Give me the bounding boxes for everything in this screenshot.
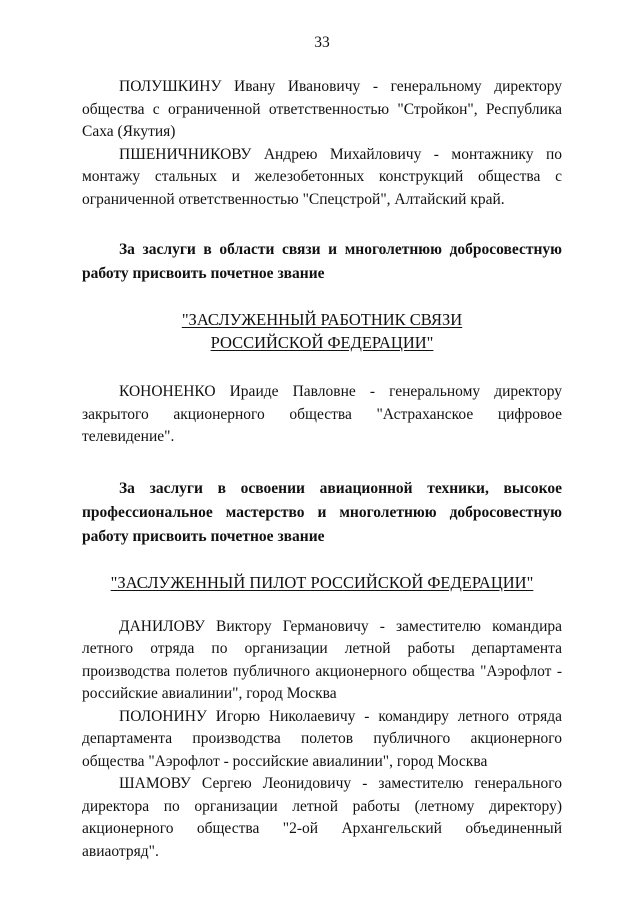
title-communications — [82, 308, 562, 354]
title-pilot — [82, 571, 562, 594]
award-entry-shamov: ШАМОВУ Сергею Леонидовичу - заместителю генерального директора по организации летной работы (летному директору) акционерного общества "2-ой Архангельский объединенный авиаотряд". — [82, 775, 562, 860]
award-entry-pshenichnikov: ПШЕНИЧНИКОВУ Андрею Михайловичу - монтажнику по монтажу стальных и железобетонных конструкций общества с ограниченной ответственностью "Спецстрой", Алтайский край. — [82, 145, 562, 208]
title-pilot-line1: "ЗАСЛУЖЕННЫЙ ПИЛОТ РОССИЙСКОЙ ФЕДЕРАЦИИ" — [110, 572, 534, 592]
award-entry-danilov: ДАНИЛОВУ Виктору Германовичу - заместителю командира летного отряда по организации летной работы департамента производства полетов публичного акционерного общества "Аэрофлот - российские авиалинии", город Москва — [82, 617, 562, 702]
award-entry-polushkin: ПОЛУШКИНУ Ивану Ивановичу - генеральному директору общества с ограниченной ответственностью "Стройкон", Республика Саха (Якутия) — [82, 78, 562, 140]
document-page — [82, 0, 562, 905]
decree-communications: За заслуги в области связи и многолетнюю добросовестную работу присвоить почетное звание — [82, 241, 562, 282]
award-entry-kononenko: КОНОНЕНКО Ираиде Павловне - генеральному директору закрытого акционерного общества "Астраханское цифровое телевидение". — [82, 383, 562, 445]
document-body — [82, 76, 562, 863]
page-number: 33 — [314, 34, 330, 51]
title-communications-line2: РОССИЙСКОЙ ФЕДЕРАЦИИ" — [210, 333, 434, 352]
decree-pilot: За заслуги в освоении авиационной техники, высокое профессиональное мастерство и многолетнюю добросовестную работу присвоить почетное звание — [82, 479, 562, 545]
award-entry-polonin: ПОЛОНИНУ Игорю Николаевичу - командиру летного отряда департамента производства полетов публичного акционерного общества "Аэрофлот - российские авиалинии", город Москва — [82, 707, 562, 770]
title-communications-line1: "ЗАСЛУЖЕННЫЙ РАБОТНИК СВЯЗИ — [181, 310, 463, 329]
